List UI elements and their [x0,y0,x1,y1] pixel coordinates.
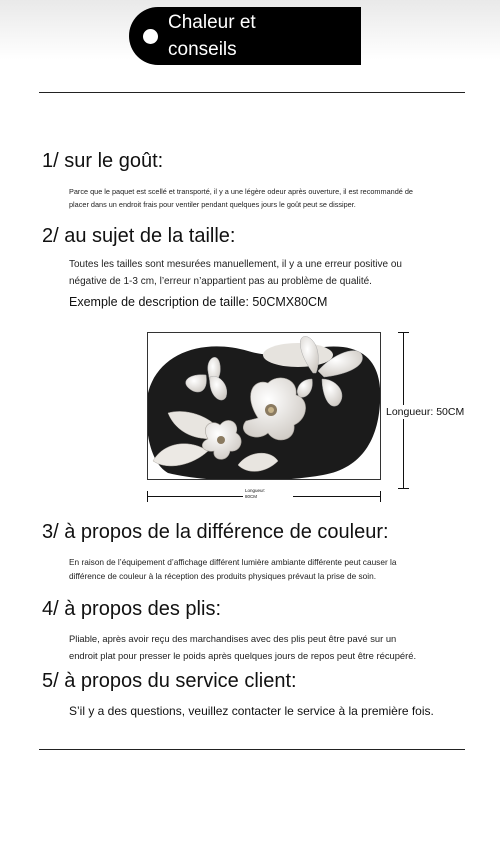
size-line2: négative de 1-3 cm, l’erreur n’appartient pas au problème de qualité. [69,276,372,287]
bottom-divider [39,749,465,750]
size-text [69,256,402,290]
width-dimension-cap-right [380,491,381,502]
size-line1: Toutes les tailles sont mesurées manuellement, il y a une erreur positive ou [69,259,402,270]
heading-folds: 4/ à propos des plis: [42,598,221,620]
heading-color: 3/ à propos de la différence de couleur: [42,521,389,543]
top-divider [39,92,465,93]
header-title-line2: conseils [168,39,237,60]
taste-line2: placer dans un endroit frais pour ventiler pendant quelques jours le goût peut se dissiper. [69,200,356,209]
header-title [168,9,256,63]
height-dimension-cap-top [398,332,409,333]
heading-size: 2/ au sujet de la taille: [42,225,236,247]
header-title-line1: Chaleur et [168,12,256,33]
height-dimension-cap-bottom [398,488,409,489]
product-image [147,332,381,480]
width-label-line1: Longueur: [245,488,266,493]
size-example: Exemple de description de taille: 50CMX80CM [69,295,328,309]
heading-taste: 1/ sur le goût: [42,150,164,172]
service-line: S’il y a des questions, veuillez contacter le service à la première fois. [69,704,434,718]
width-dimension-cap-left [147,491,148,502]
folds-line1: Pliable, après avoir reçu des marchandises avec des plis peut être pavé sur un [69,633,397,644]
color-text [69,556,396,583]
color-line2: différence de couleur à la réception des produits physiques prévaut la prise de soin. [69,570,377,581]
width-dimension-label [243,488,293,504]
taste-line1: Parce que le paquet est scellé et transporté, il y a une légère odeur après ouverture, il est recommandé de [69,187,413,196]
taste-text [69,185,413,211]
folds-line2: endroit plat pour presser le poids après quelques jours de repos peut être récupéré. [69,650,417,661]
folds-text [69,630,416,664]
heading-service: 5/ à propos du service client: [42,670,297,692]
color-line1: En raison de l’équipement d’affichage différent lumière ambiante différente peut causer la [69,557,397,567]
header-bullet-icon [143,29,158,44]
height-dimension-label: Longueur: 50CM [386,406,465,418]
width-label-line2: 80CM [245,494,258,499]
